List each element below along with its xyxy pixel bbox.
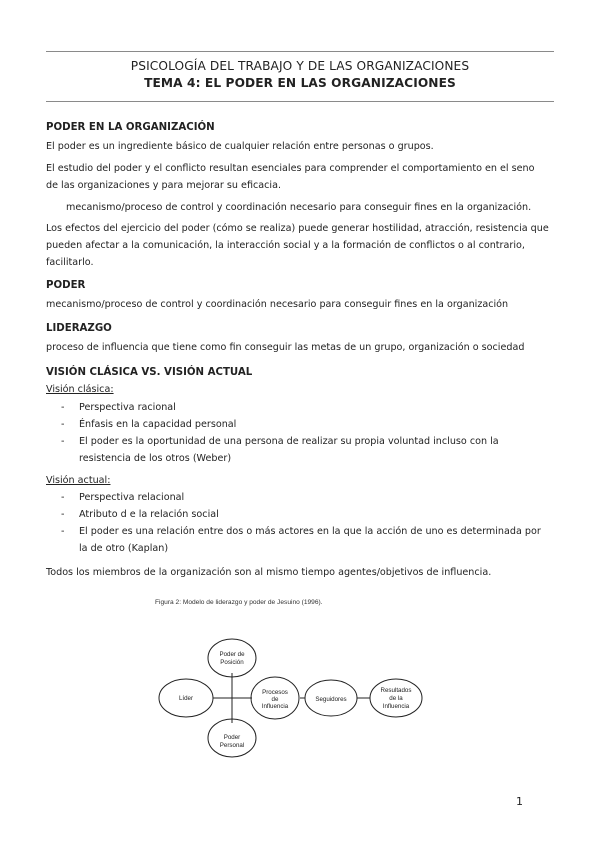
page-number: 1 (516, 795, 523, 808)
node-label: de la (389, 695, 403, 702)
node-label: Personal (219, 742, 245, 749)
section-heading-vision: VISIÓN CLÁSICA VS. VISIÓN ACTUAL (46, 367, 253, 378)
node-label: de (271, 696, 279, 703)
paragraph: proceso de influencia que tiene como fin conseguir las metas de un grupo, organización o sociedad (46, 342, 525, 353)
subheading-vision-actual: Visión actual: (46, 475, 111, 486)
node-label: Posición (220, 659, 244, 666)
closing-paragraph: Todos los miembros de la organización son al mismo tiempo agentes/objetivos de influencia. (46, 567, 492, 578)
node-label: Poder (223, 734, 241, 741)
node-label: Seguidores (315, 696, 347, 703)
indented-paragraph: mecanismo/proceso de control y coordinación necesario para conseguir fines en la organización. (66, 202, 532, 213)
paragraph: pueden afectar a la comunicación, la interacción social y a la formación de conflictos o al contrario, (46, 240, 525, 251)
list-item: - El poder es una relación entre dos o más actores en la que la acción de uno es determinada por (61, 526, 541, 537)
subheading-vision-clasica: Visión clásica: (46, 384, 114, 395)
list-item: - Atributo d e la relación social (61, 509, 219, 520)
document-title: PSICOLOGÍA DEL TRABAJO Y DE LAS ORGANIZACIONES (130, 59, 470, 73)
paragraph: facilitarlo. (46, 257, 94, 268)
node-label: Resultados (380, 687, 412, 694)
paragraph: El poder es un ingrediente básico de cualquier relación entre personas o grupos. (46, 141, 434, 152)
list-item: - Énfasis en la capacidad personal (61, 419, 237, 430)
section-heading-liderazgo: LIDERAZGO (46, 323, 112, 334)
list-item: - Perspectiva racional (61, 402, 176, 413)
section-heading-poder-organizacion: PODER EN LA ORGANIZACIÓN (46, 122, 215, 133)
node-poder-posicion (208, 639, 256, 677)
paragraph: El estudio del poder y el conflicto resultan esenciales para comprender el comportamiento en el seno (46, 163, 535, 174)
node-label: Poder de (219, 651, 245, 658)
figure-caption: Figura 2: Modelo de liderazgo y poder de Jesuino (1996). (155, 599, 323, 606)
top-rule (46, 51, 554, 52)
leadership-power-diagram (150, 595, 450, 770)
node-label: Influencia (261, 703, 289, 710)
list-item-continuation: la de otro (Kaplan) (79, 543, 169, 554)
node-label: Influencia (382, 703, 410, 710)
section-heading-poder: PODER (46, 280, 86, 291)
list-item: - El poder es la oportunidad de una persona de realizar su propia voluntad incluso con la (61, 436, 499, 447)
paragraph: de las organizaciones y para mejorar su eficacia. (46, 180, 282, 191)
paragraph: Los efectos del ejercicio del poder (cómo se realiza) puede generar hostilidad, atracción, resistencia que (46, 223, 549, 234)
node-label: Líder (178, 695, 194, 702)
node-label: Procesos (262, 689, 288, 696)
list-item-continuation: resistencia de los otros (Weber) (79, 453, 232, 464)
document-subtitle: TEMA 4: EL PODER EN LAS ORGANIZACIONES (144, 76, 456, 90)
paragraph: mecanismo/proceso de control y coordinación necesario para conseguir fines en la organización (46, 299, 509, 310)
list-item: - Perspectiva relacional (61, 492, 185, 503)
header-bottom-rule (46, 101, 554, 102)
